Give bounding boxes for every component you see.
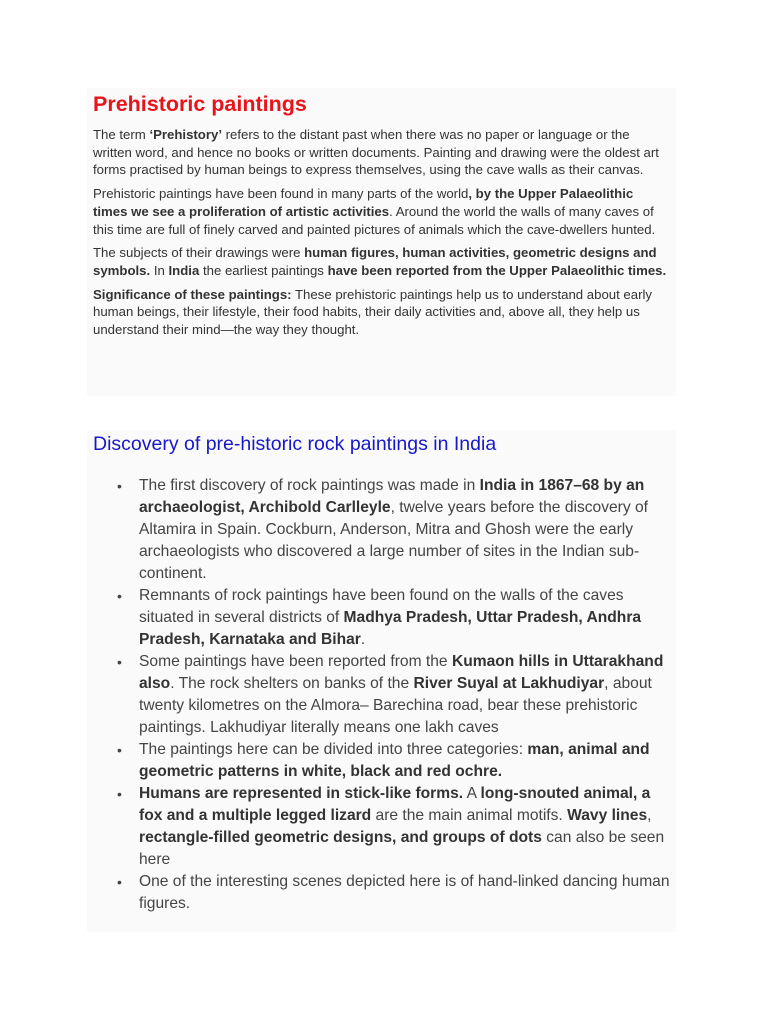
bold-text: India <box>168 262 200 278</box>
bold-text: human figures, human activities, geometric designs and symbols. <box>93 245 657 278</box>
bold-text: long-snouted animal, a fox and a multiple legged lizard <box>139 785 651 824</box>
text-run: can also be seen here <box>139 829 665 868</box>
discovery-list <box>93 475 670 915</box>
text-run: The paintings here can be divided into three categories: <box>139 741 528 758</box>
bullet-icon: • <box>117 588 122 604</box>
discovery-section <box>87 430 676 932</box>
paragraph-world <box>93 185 670 238</box>
list-item <box>117 871 670 915</box>
bold-text: Kumaon hills in Uttarakhand also <box>139 653 664 692</box>
bold-text: have been reported from the Upper Palaeolithic times. <box>327 262 667 278</box>
bullet-icon: • <box>117 742 122 758</box>
list-item <box>117 475 670 585</box>
text-run: refers to the distant past when there was no paper or language or the written word, and hence no books or written documents. Painting and drawing were the oldest art forms practised by human beings to express themselves, using the cave walls as their canvas. <box>93 127 659 178</box>
section-title: Discovery of pre-historic rock paintings in India <box>93 433 497 455</box>
list-item-text <box>139 477 648 582</box>
text-run: Remnants of rock paintings have been found on the walls of the caves situated in several districts of <box>139 587 624 626</box>
text-run: , twelve years before the discovery of Altamira in Spain. Cockburn, Anderson, Mitra and Ghosh were the early archaeologists who discovered a large number of sites in the Indian sub-continent. <box>139 499 649 582</box>
bold-text: Madhya Pradesh, Uttar Pradesh, Andhra Pradesh, Karnataka and Bihar <box>139 609 642 648</box>
list-item-text <box>139 741 650 780</box>
bold-text: Significance of these paintings: <box>93 286 292 302</box>
text-run: are the main animal motifs. <box>371 807 568 824</box>
bold-text: rectangle-filled geometric designs, and groups of dots <box>139 829 542 846</box>
text-run: The term <box>93 127 150 142</box>
list-item <box>117 585 670 651</box>
bold-text: River Suyal at Lakhudiyar <box>413 675 605 692</box>
bold-text: Humans are represented in stick-like forms. <box>139 785 464 802</box>
bold-text: man, animal and geometric patterns in white, black and red ochre. <box>139 741 650 780</box>
bullet-icon: • <box>117 478 122 494</box>
bullet-icon: • <box>117 874 122 890</box>
paragraph-significance <box>93 286 670 339</box>
bold-text: India in 1867–68 by an archaeologist, Archibold Carlleyle <box>139 477 645 516</box>
text-run: , <box>647 807 652 824</box>
list-item-text <box>139 785 664 868</box>
list-item <box>117 783 670 871</box>
text-run: The first discovery of rock paintings was made in <box>139 477 480 494</box>
bullet-icon: • <box>117 786 122 802</box>
text-run: Prehistoric paintings have been found in many parts of the world <box>93 186 469 202</box>
text-run: A <box>463 785 481 802</box>
paragraph-intro <box>93 126 670 179</box>
list-item-text <box>139 587 641 648</box>
text-run: . <box>360 631 366 648</box>
text-run: the earliest paintings <box>199 262 328 278</box>
text-run: In <box>150 262 169 278</box>
bold-text: , by the Upper Palaeolithic times we see a proliferation of artistic activities <box>93 186 634 219</box>
text-run: One of the interesting scenes depicted here is of hand-linked dancing human figures. <box>139 873 670 912</box>
text-run: . Around the world the walls of many caves of this time are full of finely carved and painted pictures of animals which the cave-dwellers hunted. <box>93 203 656 237</box>
text-run: , about twenty kilometres on the Almora– Barechina road, bear these prehistoric paintings. Lakhudiyar literally means one lakh caves <box>139 675 652 736</box>
list-item <box>117 739 670 783</box>
list-item-text <box>139 873 670 912</box>
paragraph-subjects <box>93 244 670 279</box>
text-run: Some paintings have been reported from the <box>139 653 452 670</box>
text-run: The subjects of their drawings were <box>93 245 305 261</box>
bullet-icon: • <box>117 654 122 670</box>
bold-text: ‘Prehistory’ <box>149 127 222 142</box>
bold-text: Wavy lines <box>567 807 648 824</box>
text-run: . The rock shelters on banks of the <box>170 675 414 692</box>
list-item-text <box>139 653 663 736</box>
list-item <box>117 651 670 739</box>
text-run: These prehistoric paintings help us to understand about early human beings, their lifestyle, their food habits, their daily activities and, above all, they help us understand their mind—the way they thought. <box>93 286 653 338</box>
prehistoric-paintings-section <box>87 88 676 396</box>
section-title: Prehistoric paintings <box>93 92 307 116</box>
